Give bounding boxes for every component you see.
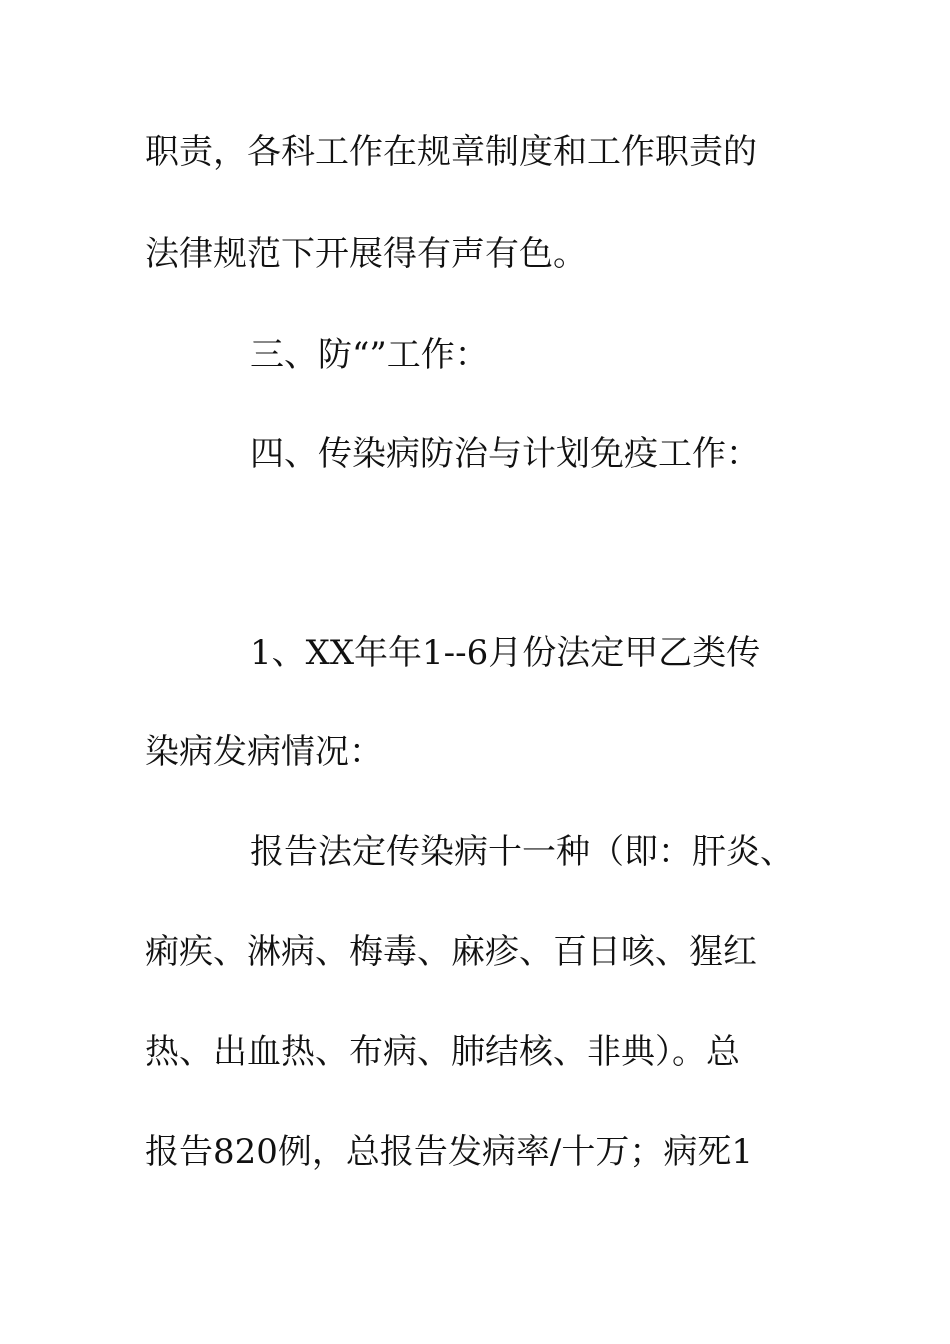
paragraph-line-7: 报告法定传染病十一种（即：肝炎、	[250, 832, 794, 872]
section-heading-4: 四、传染病防治与计划免疫工作：	[250, 434, 760, 474]
paragraph-line-8: 痢疾、淋病、梅毒、麻疹、百日咳、猩红	[145, 932, 757, 972]
paragraph-line-10: 报告820例，总报告发病率/十万；病死1	[145, 1132, 753, 1172]
section-heading-3: 三、防“”工作：	[250, 335, 489, 375]
paragraph-line-1: 职责，各科工作在规章制度和工作职责的	[145, 132, 757, 172]
paragraph-line-9: 热、出血热、布病、肺结核、非典）。总	[145, 1032, 740, 1072]
paragraph-line-2: 法律规范下开展得有声有色。	[145, 234, 587, 274]
subsection-heading-1: 1、XX年年1--6月份法定甲乙类传	[250, 633, 761, 673]
subsection-heading-continued: 染病发病情况：	[145, 732, 383, 772]
